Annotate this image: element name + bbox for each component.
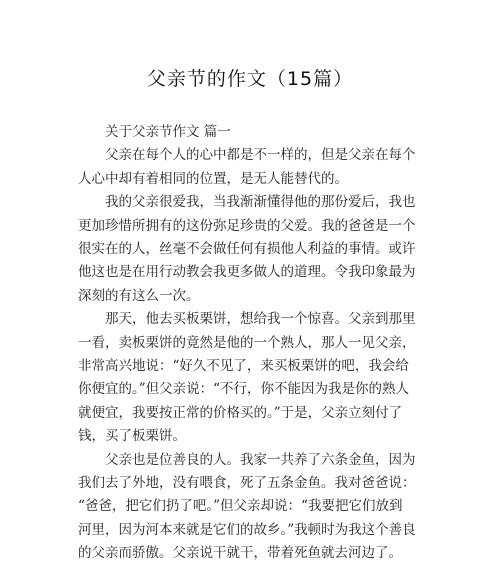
- text-line: 你便宜的。”但父亲说：“不行，你不能因为我是你的熟人: [78, 381, 410, 398]
- text-line: 父亲在每个人的心中都是不一样的，但是父亲在每个: [105, 147, 416, 164]
- text-line: 他这也是在用行动教会我更多做人的道理。令我印象最为: [78, 264, 416, 281]
- text-line: 的父亲而骄傲。父亲说干就干，带着死鱼就去河边了。: [78, 545, 402, 562]
- text-line: 我的父亲很爱我，当我渐渐懂得他的那份爱后，我也: [105, 194, 416, 211]
- text-line: 关于父亲节作文 篇一: [105, 124, 231, 140]
- text-line: “爸爸，把它们扔了吧。”但父亲却说：“我要把它们放到: [78, 498, 403, 515]
- text-line: 那天，他去买板栗饼，想给我一个惊喜。父亲到那里: [105, 311, 416, 328]
- text-line: 父亲也是位善良的人。我家一共养了六条金鱼，因为: [105, 451, 416, 468]
- text-line: 我们去了外地，没有喂食，死了五条金鱼。我对爸爸说：: [78, 475, 416, 491]
- text-line: 钱，买了板栗饼。: [78, 428, 186, 445]
- document-title: 父亲节的作文（15篇）: [146, 68, 354, 90]
- text-line: 就便宜，我要按正常的价格买的。”于是，父亲立刻付了: [78, 404, 403, 421]
- text-line: 河里，因为河本来就是它们的故乡。”我顿时为我这个善良: [78, 521, 416, 538]
- text-line: 非常高兴地说：“好久不见了，来买板栗饼的吧，我会给: [78, 358, 409, 374]
- text-line: 人心中却有着相同的位置，是无人能替代的。: [78, 170, 348, 187]
- text-line: 更加珍惜所拥有的这份弥足珍贵的父爱。我的爸爸是一个: [78, 217, 416, 234]
- text-line: 深刻的有这么一次。: [78, 287, 200, 304]
- text-line: 一看，卖板栗饼的竟然是他的一个熟人，那人一见父亲，: [78, 334, 416, 351]
- text-line: 很实在的人，丝毫不会做任何有损他人利益的事情。或许: [78, 241, 416, 257]
